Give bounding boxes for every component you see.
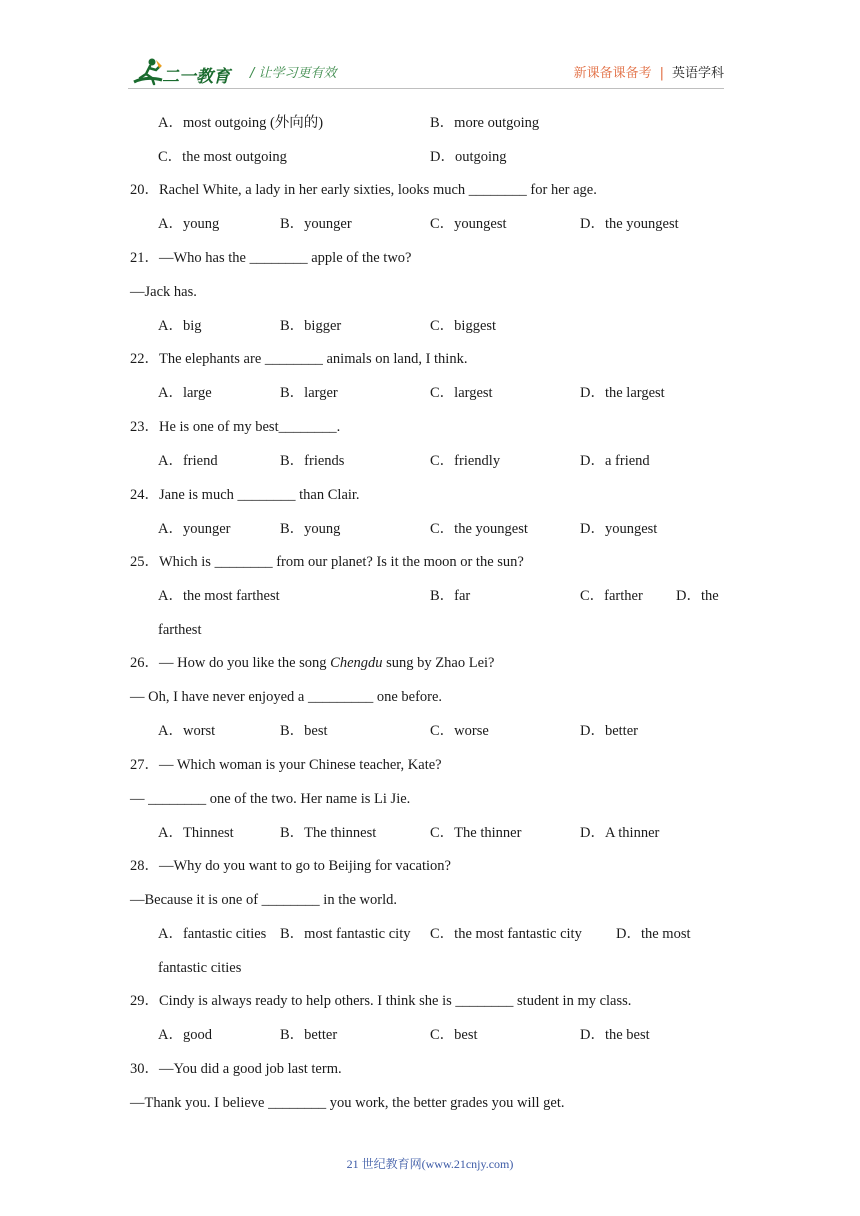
- q24-stem: 24．Jane is much ________ than Clair.: [130, 487, 360, 503]
- q21-option-b: B．bigger: [280, 318, 342, 334]
- q24-option-b: B．young: [280, 521, 341, 537]
- header-course-label: 新课备课备考: [573, 66, 652, 81]
- q28-stem: 28．—Why do you want to go to Beijing for vacation?: [130, 858, 451, 874]
- q26-option-b: B．best: [280, 723, 328, 739]
- q22-stem: 22．The elephants are ________ animals on land, I think.: [130, 351, 468, 367]
- q26-song-title: Chengdu: [330, 655, 383, 671]
- q25-option-b: B．far: [430, 588, 471, 604]
- header-slogan: / 让学习更有效: [250, 66, 337, 81]
- q19-option-b: B．more outgoing: [430, 115, 540, 131]
- q23-option-c: C．friendly: [430, 453, 501, 469]
- q26-stem: [130, 654, 494, 672]
- q29-option-c: C．best: [430, 1027, 478, 1043]
- q23-option-a: A．friend: [158, 453, 218, 469]
- q26-reply: — Oh, I have never enjoyed a _________ one before.: [130, 689, 443, 705]
- q22-option-d: D．the largest: [580, 385, 665, 401]
- q28-option-c: C．the most fantastic city: [430, 926, 582, 942]
- q26-option-d: D．better: [580, 723, 638, 739]
- q21-option-a: A．big: [158, 318, 202, 334]
- q28-option-a: A．fantastic cities: [158, 926, 267, 942]
- q24-option-a: A．younger: [158, 521, 231, 537]
- q20-option-c: C．youngest: [430, 216, 507, 232]
- q20-option-a: A．young: [158, 216, 220, 232]
- q22-option-c: C．largest: [430, 385, 493, 401]
- header-divider: [128, 88, 724, 89]
- q29-stem: 29．Cindy is always ready to help others. I think she is ________ student in my class.: [130, 993, 632, 1009]
- logo-text: 二一教育: [162, 67, 230, 87]
- q21-stem: 21．—Who has the ________ apple of the two?: [130, 250, 412, 266]
- q27-option-b: B．The thinnest: [280, 825, 377, 841]
- q20-option-b: B．younger: [280, 216, 352, 232]
- q24-option-c: C．the youngest: [430, 521, 528, 537]
- q28-option-b: B．most fantastic city: [280, 926, 411, 942]
- q29-option-b: B．better: [280, 1027, 338, 1043]
- q27-reply: — ________ one of the two. Her name is Li Jie.: [130, 791, 411, 807]
- q25-stem: 25．Which is ________ from our planet? Is it the moon or the sun?: [130, 554, 524, 570]
- q28-reply: —Because it is one of ________ in the world.: [130, 892, 397, 908]
- header-subject-label: 英语学科: [671, 66, 724, 81]
- q27-option-d: D．A thinner: [580, 825, 660, 841]
- q27-option-a: A．Thinnest: [158, 825, 234, 841]
- q19-option-c: C．the most outgoing: [158, 149, 287, 165]
- q27-option-c: C．The thinner: [430, 825, 522, 841]
- q22-option-a: A．large: [158, 385, 212, 401]
- q30-reply: —Thank you. I believe ________ you work, the better grades you will get.: [130, 1095, 565, 1111]
- q29-option-a: A．good: [158, 1027, 212, 1043]
- q22-option-b: B．larger: [280, 385, 338, 401]
- header-separator: |: [659, 66, 664, 81]
- q19-option-d: D．outgoing: [430, 149, 507, 165]
- q25-option-a: A．the most farthest: [158, 588, 280, 604]
- q23-option-b: B．friends: [280, 453, 345, 469]
- q26-stem-pre: 26．— How do you like the song: [130, 655, 331, 671]
- header-subject: [574, 62, 724, 81]
- q25-option-d-continued: farthest: [158, 622, 202, 638]
- q25-option-c: C．farther: [580, 588, 643, 604]
- q21-reply: —Jack has.: [130, 284, 197, 300]
- q24-option-d: D．youngest: [580, 521, 658, 537]
- q20-option-d: D．the youngest: [580, 216, 679, 232]
- q19-option-a: A．most outgoing (外向的): [158, 115, 324, 131]
- q21-option-c: C．biggest: [430, 318, 497, 334]
- q26-stem-post: sung by Zhao Lei?: [382, 655, 495, 671]
- page-footer[interactable]: 21 世纪教育网(www.21cnjy.com): [346, 1157, 514, 1171]
- q26-option-c: C．worse: [430, 723, 489, 739]
- q29-option-d: D．the best: [580, 1027, 650, 1043]
- q27-stem: 27．— Which woman is your Chinese teacher, Kate?: [130, 757, 442, 773]
- q30-stem: 30．—You did a good job last term.: [130, 1061, 342, 1077]
- q20-stem: 20．Rachel White, a lady in her early sixties, looks much ________ for her age.: [130, 182, 597, 198]
- q25-option-d: D．the: [676, 588, 719, 604]
- q23-option-d: D．a friend: [580, 453, 650, 469]
- q28-option-d-continued: fantastic cities: [158, 960, 242, 976]
- q23-stem: 23．He is one of my best________.: [130, 419, 341, 435]
- q28-option-d: D．the most: [616, 926, 691, 942]
- q26-option-a: A．worst: [158, 723, 216, 739]
